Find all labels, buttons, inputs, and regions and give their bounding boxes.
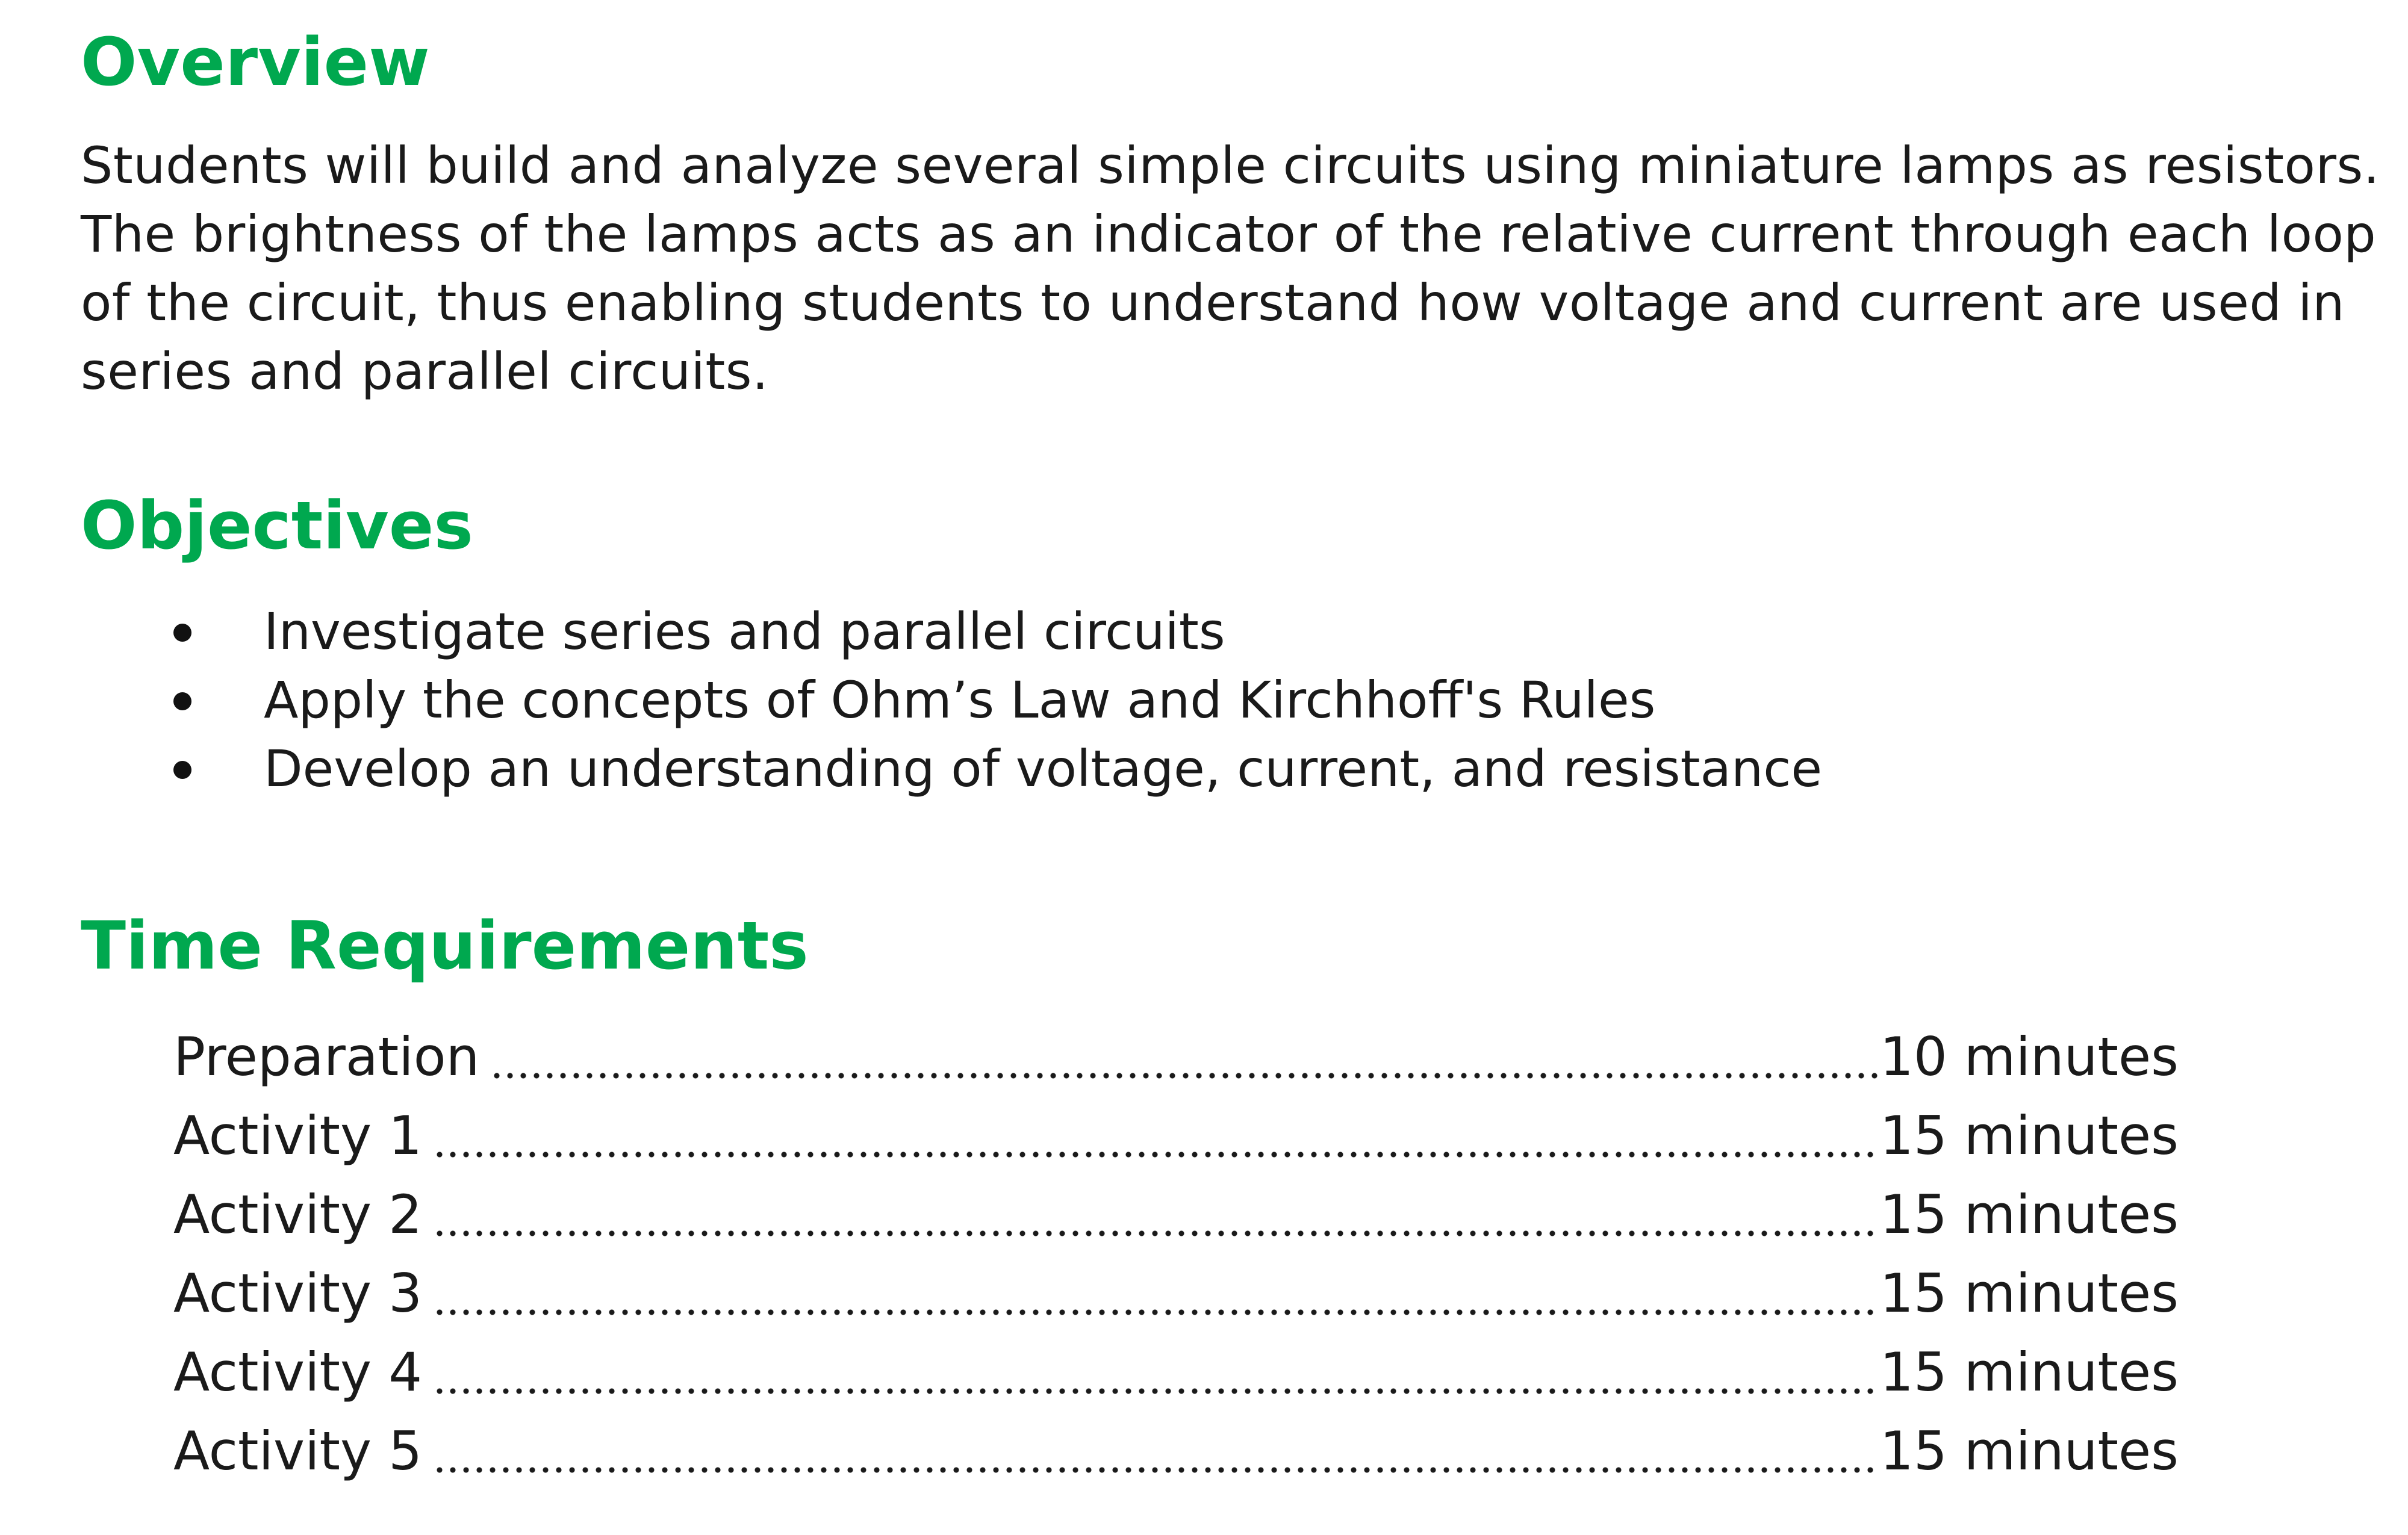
overview-heading: Overview — [81, 23, 430, 101]
time-requirements-list — [173, 1015, 2179, 1488]
time-row — [173, 1330, 2179, 1409]
time-row — [173, 1173, 2179, 1251]
objective-text: Investigate series and parallel circuits — [264, 602, 1225, 661]
bullet-icon — [173, 761, 191, 779]
time-label: Activity 3 — [173, 1262, 423, 1324]
time-row — [173, 1015, 2179, 1094]
time-row — [173, 1251, 2179, 1330]
objective-text: Apply the concepts of Ohm’s Law and Kirchhoff's Rules — [264, 671, 1656, 730]
time-value: 15 minutes — [1879, 1420, 2179, 1482]
dot-leader — [433, 1185, 1878, 1245]
time-label: Preparation — [173, 1026, 480, 1088]
time-value: 15 minutes — [1879, 1105, 2179, 1167]
dot-leader — [433, 1106, 1878, 1166]
overview-paragraph: Students will build and analyze several simple circuits using miniature lamps as resistors. The brightness of the lamps acts as an indicator of the relative current through each loop of the circuit, thus enabling students to understand how voltage and current are used in series and parallel circuits. — [81, 136, 2380, 401]
bullet-icon — [173, 692, 191, 710]
time-label: Activity 1 — [173, 1105, 423, 1167]
time-row — [173, 1094, 2179, 1173]
time-label: Activity 5 — [173, 1420, 423, 1482]
dot-leader — [433, 1342, 1878, 1403]
dot-leader — [433, 1421, 1878, 1481]
time-requirements-heading: Time Requirements — [81, 907, 809, 984]
time-value: 10 minutes — [1879, 1026, 2179, 1088]
dot-leader — [433, 1264, 1878, 1324]
time-value: 15 minutes — [1879, 1262, 2179, 1324]
objective-text: Develop an understanding of voltage, current, and resistance — [264, 739, 1823, 798]
bullet-icon — [173, 624, 191, 642]
dot-leader — [490, 1027, 1877, 1087]
time-label: Activity 4 — [173, 1341, 423, 1403]
time-value: 15 minutes — [1879, 1183, 2179, 1245]
objectives-heading: Objectives — [81, 487, 473, 564]
time-value: 15 minutes — [1879, 1341, 2179, 1403]
time-label: Activity 2 — [173, 1183, 423, 1245]
time-row — [173, 1409, 2179, 1488]
